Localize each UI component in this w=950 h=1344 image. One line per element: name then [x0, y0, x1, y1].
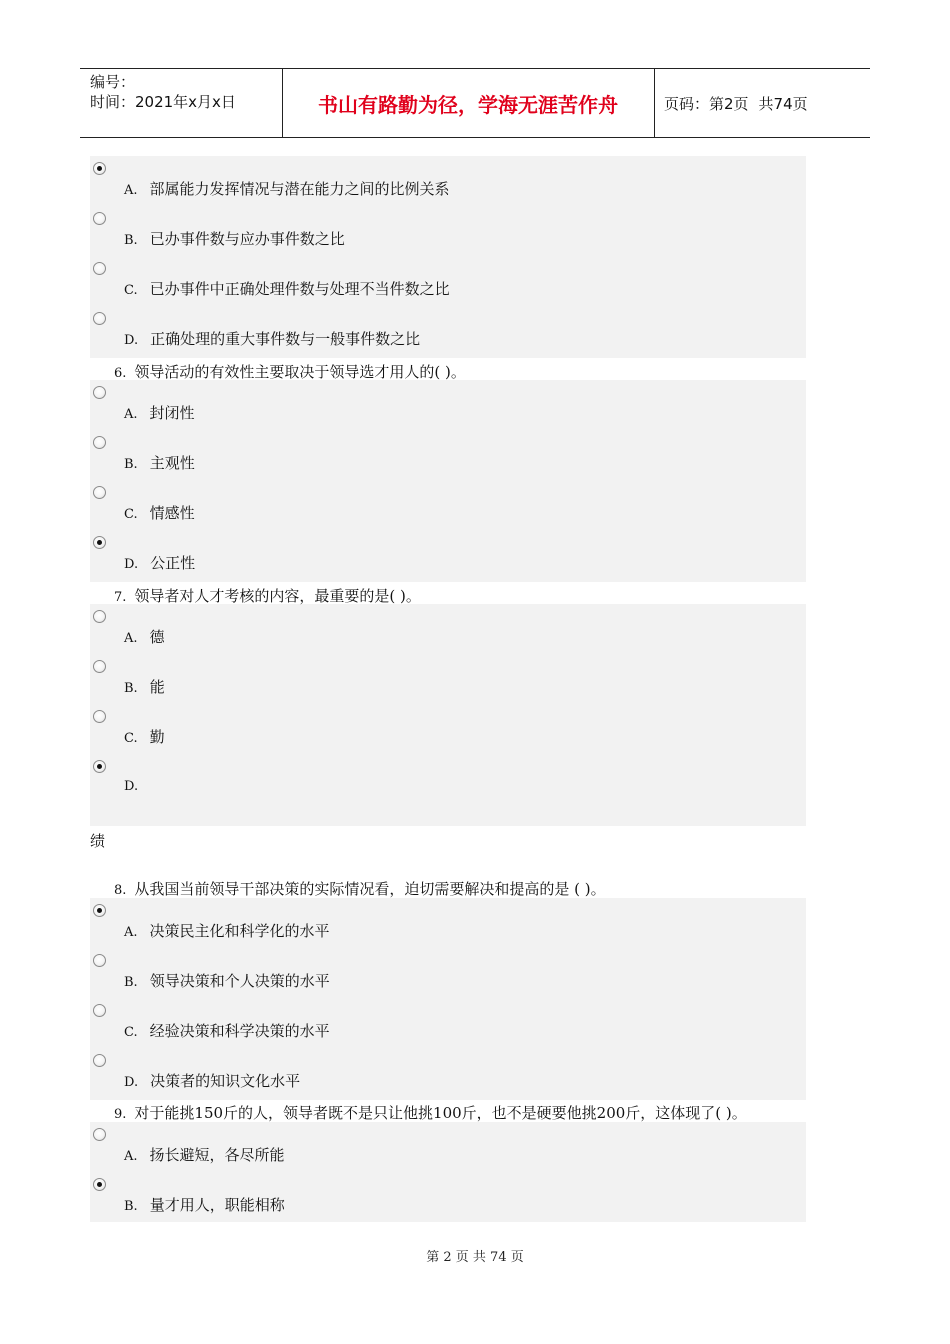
- option-label: 决策者的知识文化水平: [150, 1072, 301, 1090]
- option-letter: B.: [124, 1199, 138, 1214]
- question-6: [114, 361, 466, 382]
- page-number: 页码：第2页: [664, 94, 749, 113]
- question-9: [114, 1102, 747, 1123]
- option-letter: C.: [124, 731, 138, 746]
- option-letter: C.: [124, 1025, 138, 1040]
- page-header: [80, 68, 870, 138]
- option-letter: A.: [124, 183, 138, 198]
- question-text: 对于能挑150斤的人，领导者既不是只让他挑100斤，也不是硬要他挑200斤，这体现了( )。: [134, 1104, 747, 1122]
- option-letter: A.: [124, 925, 138, 940]
- question-7: [114, 585, 421, 606]
- option-letter: B.: [124, 681, 138, 696]
- radio-button[interactable]: [93, 212, 106, 225]
- radio-button[interactable]: [93, 486, 106, 499]
- option-letter: D.: [124, 333, 139, 348]
- option-letter: A.: [124, 407, 138, 422]
- option-letter: D.: [124, 779, 139, 794]
- answer-panel-q7: [90, 604, 806, 826]
- serial-label: 编号：: [90, 73, 136, 91]
- option-label: 部属能力发挥情况与潜在能力之间的比例关系: [149, 180, 450, 198]
- question-number: 8.: [114, 883, 127, 898]
- page-footer: 第 2 页 共 74 页: [426, 1250, 524, 1265]
- option-label: 封闭性: [149, 404, 195, 422]
- header-meta: [90, 72, 236, 112]
- stray-character: 绩: [90, 832, 106, 850]
- option-label: 勤: [149, 728, 165, 746]
- time-label: 时间：2021年x月x日: [90, 93, 236, 111]
- header-motto: 书山有路勤为径，学海无涯苦作舟: [318, 92, 618, 117]
- radio-button-selected[interactable]: [93, 904, 106, 917]
- header-divider: [654, 69, 655, 137]
- radio-button-selected[interactable]: [93, 162, 106, 175]
- option-letter: D.: [124, 1075, 139, 1090]
- radio-button[interactable]: [93, 312, 106, 325]
- question-text: 从我国当前领导干部决策的实际情况看，迫切需要解决和提高的是 ( )。: [134, 880, 606, 898]
- option-label: 扬长避短，各尽所能: [149, 1146, 285, 1164]
- radio-button[interactable]: [93, 1054, 106, 1067]
- option-label: 已办事件中正确处理件数与处理不当件数之比: [149, 280, 450, 298]
- option-letter: B.: [124, 233, 138, 248]
- option-label: 决策民主化和科学化的水平: [149, 922, 330, 940]
- question-number: 7.: [114, 590, 127, 605]
- option-label: 德: [149, 628, 165, 646]
- radio-button-selected[interactable]: [93, 1178, 106, 1191]
- option-label: 主观性: [149, 454, 195, 472]
- question-number: 9.: [114, 1107, 127, 1122]
- radio-button[interactable]: [93, 386, 106, 399]
- radio-button[interactable]: [93, 1128, 106, 1141]
- question-8: [114, 878, 606, 899]
- option-label: 已办事件数与应办事件数之比: [149, 230, 345, 248]
- question-text: 领导者对人才考核的内容，最重要的是( )。: [134, 587, 421, 605]
- option-label: 领导决策和个人决策的水平: [149, 972, 330, 990]
- radio-button[interactable]: [93, 1004, 106, 1017]
- option-letter: D.: [124, 557, 139, 572]
- radio-button[interactable]: [93, 954, 106, 967]
- question-number: 6.: [114, 366, 127, 381]
- question-text: 领导活动的有效性主要取决于领导选才用人的( )。: [134, 363, 466, 381]
- option-label: 量才用人，职能相称: [149, 1196, 285, 1214]
- radio-button[interactable]: [93, 262, 106, 275]
- answer-panel-q6: [90, 380, 806, 582]
- header-page-info: [664, 69, 808, 137]
- option-label: 正确处理的重大事件数与一般事件数之比: [150, 330, 421, 348]
- option-label: 公正性: [150, 554, 196, 572]
- radio-button-selected[interactable]: [93, 760, 106, 773]
- option-label: 能: [149, 678, 165, 696]
- page-total: 共74页: [758, 94, 808, 113]
- option-letter: C.: [124, 507, 138, 522]
- option-label: 情感性: [149, 504, 195, 522]
- option-letter: B.: [124, 457, 138, 472]
- radio-button[interactable]: [93, 710, 106, 723]
- option-letter: A.: [124, 1149, 138, 1164]
- radio-button[interactable]: [93, 660, 106, 673]
- option-label: 经验决策和科学决策的水平: [149, 1022, 330, 1040]
- radio-button-selected[interactable]: [93, 536, 106, 549]
- option-letter: C.: [124, 283, 138, 298]
- option-letter: A.: [124, 631, 138, 646]
- radio-button[interactable]: [93, 610, 106, 623]
- radio-button[interactable]: [93, 436, 106, 449]
- option-letter: B.: [124, 975, 138, 990]
